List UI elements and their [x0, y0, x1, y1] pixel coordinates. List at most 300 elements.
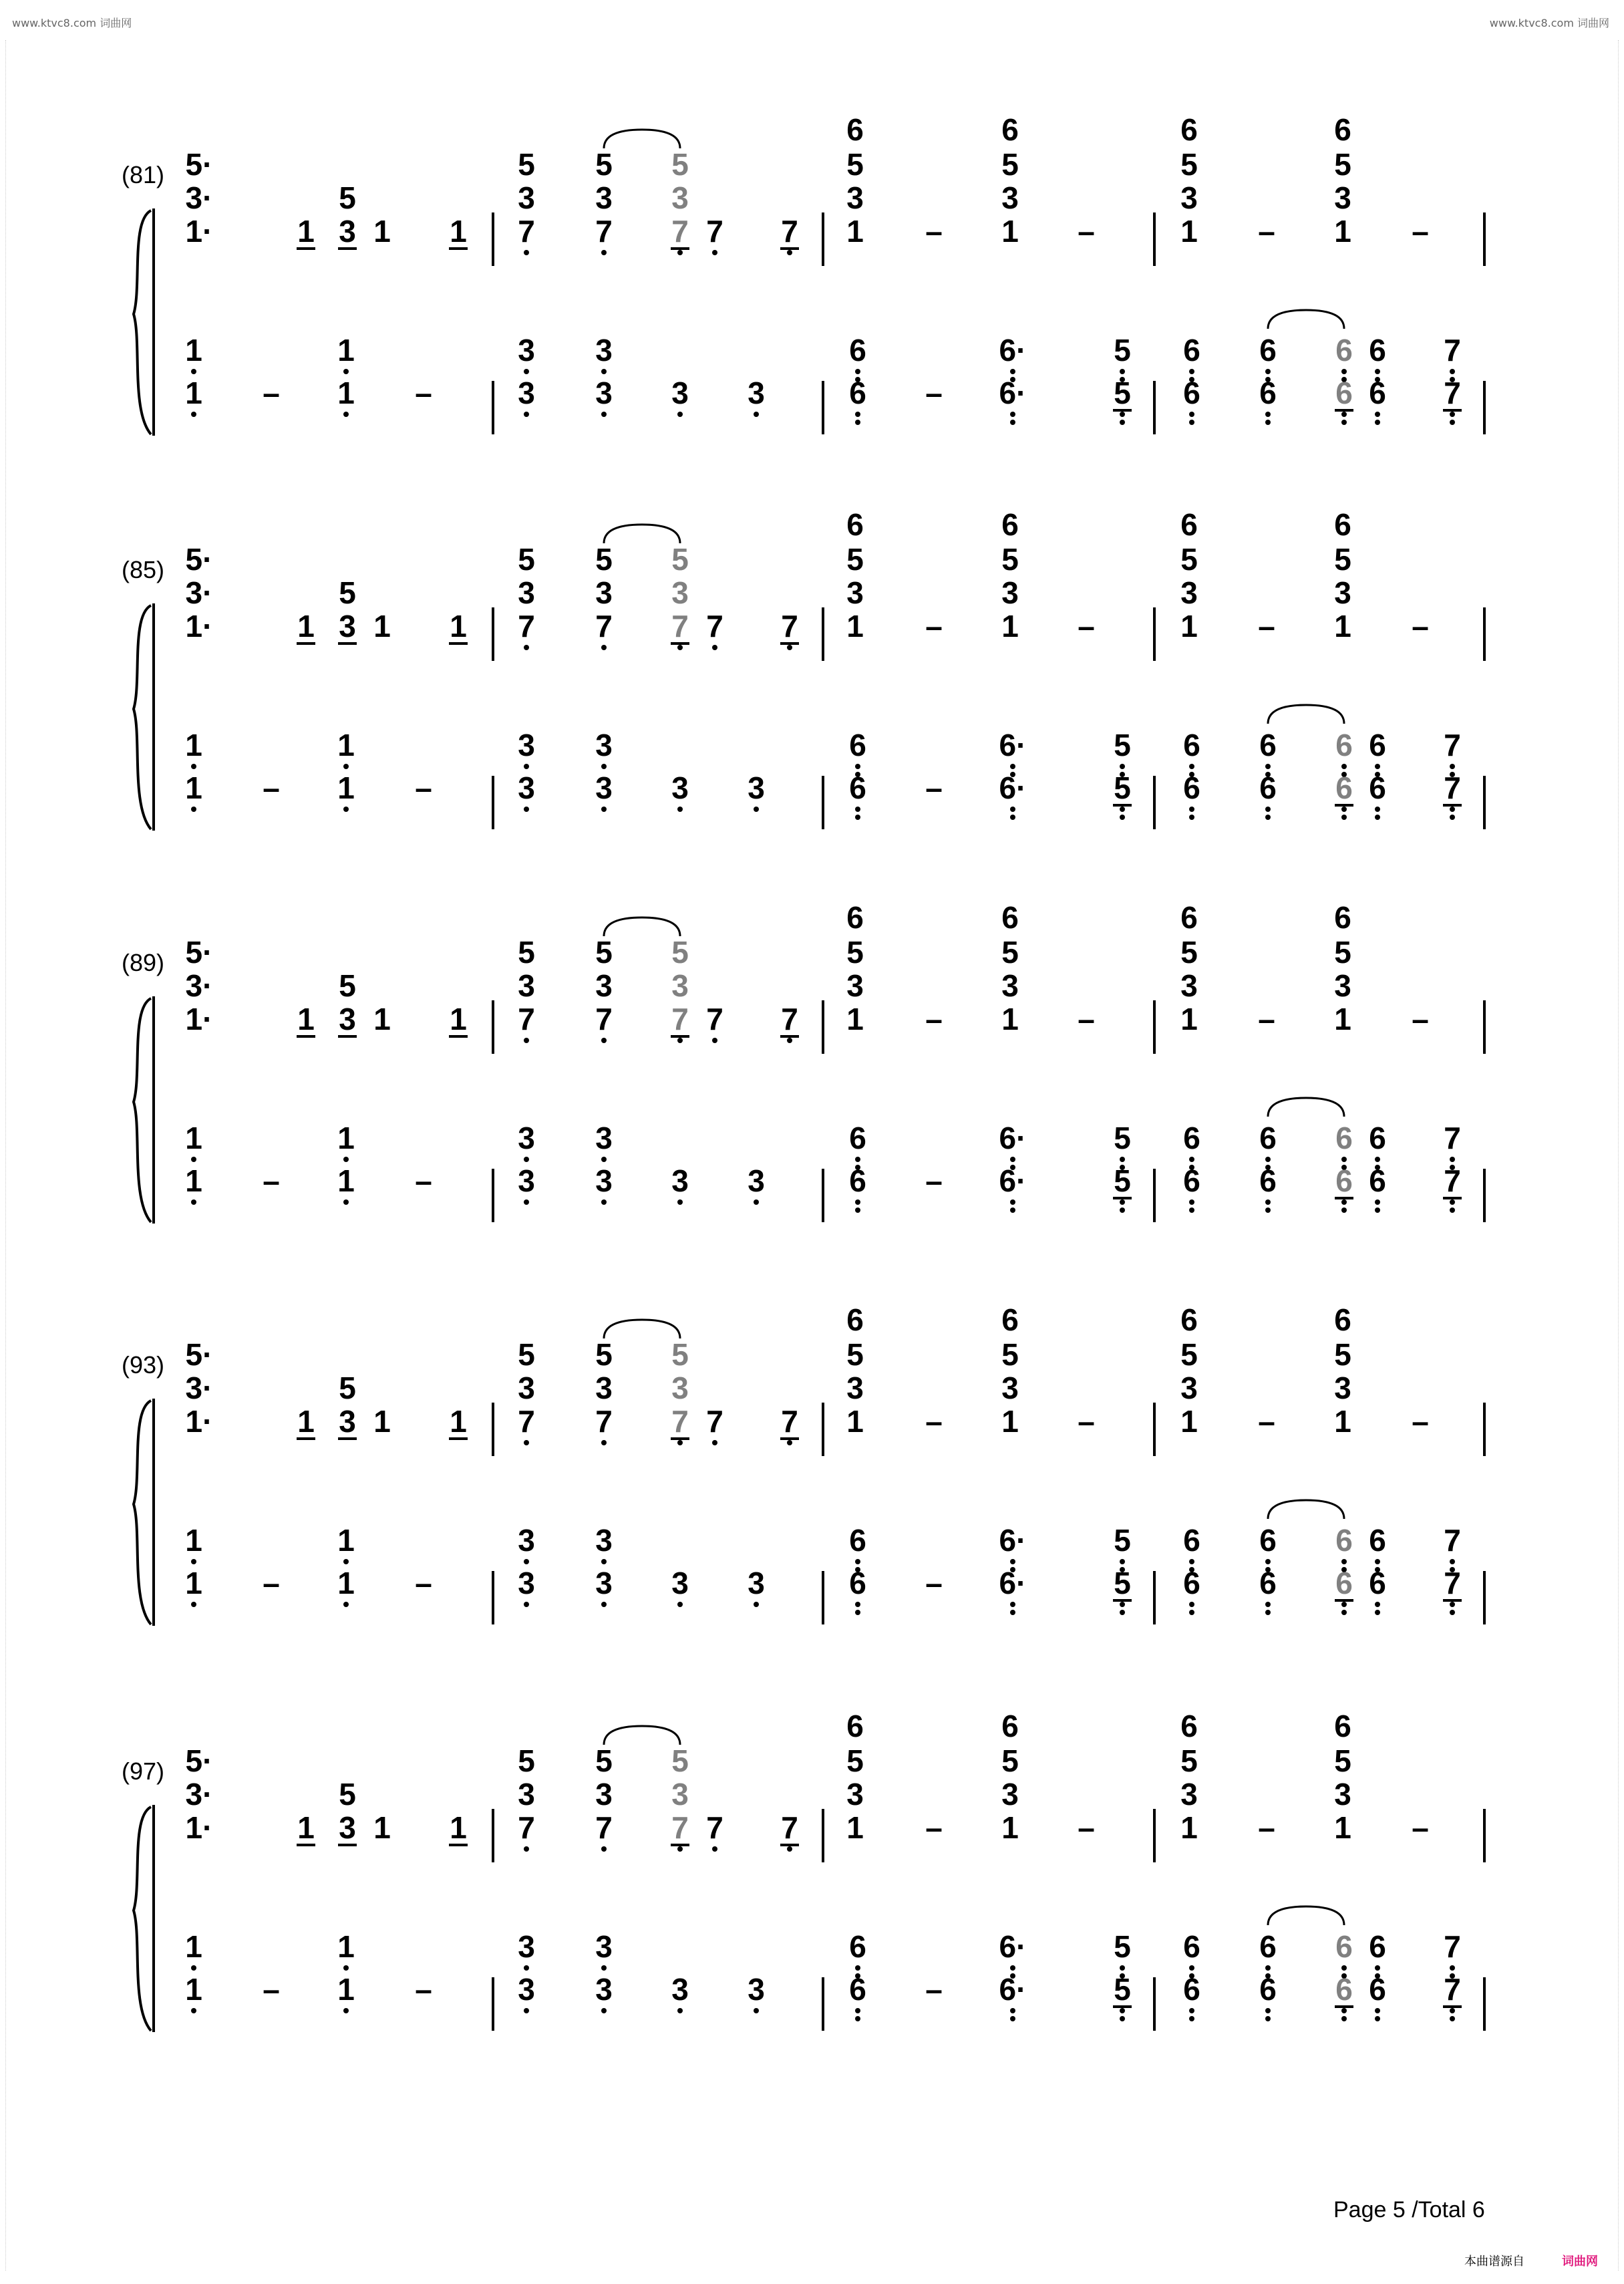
treble-note: 3	[671, 1777, 689, 1812]
bass-note: 6	[849, 376, 866, 410]
treble-note: 6	[1001, 1709, 1019, 1743]
octave-dot	[677, 2008, 683, 2013]
octave-dot	[1341, 1559, 1347, 1564]
octave-dot	[1189, 1157, 1194, 1162]
treble-note: 5·	[185, 542, 213, 577]
bass-note: 1	[337, 1163, 355, 1198]
treble-note: 5	[1001, 1337, 1019, 1372]
bass-note: 6	[1259, 1566, 1277, 1600]
octave-dot	[855, 1610, 860, 1615]
octave-dot	[191, 764, 196, 769]
octave-dot	[1341, 1965, 1347, 1971]
bass-note: 1	[337, 1566, 355, 1600]
measure-number: (97)	[122, 1757, 165, 1785]
treble-note: 5	[671, 1743, 689, 1778]
bass-note: 6	[1335, 1972, 1353, 2007]
octave-dot	[855, 2008, 860, 2013]
bass-note: 6·	[999, 376, 1027, 410]
bass-note: 7	[1444, 728, 1461, 762]
octave-dot	[1120, 1610, 1125, 1615]
octave-dot	[1265, 1610, 1271, 1615]
octave-dot	[1265, 2008, 1271, 2013]
octave-dot	[1120, 1199, 1125, 1205]
treble-note: 7	[781, 609, 798, 644]
octave-dot	[191, 1559, 196, 1564]
treble-note: 5	[595, 542, 613, 577]
octave-dot	[787, 1440, 792, 1445]
octave-dot	[1375, 815, 1380, 820]
treble-note: 1	[297, 1002, 315, 1036]
treble-note: 6	[1334, 507, 1351, 542]
bass-note: 6·	[999, 333, 1027, 368]
treble-note: 6	[1180, 900, 1198, 935]
octave-dot	[1450, 1602, 1455, 1607]
bass-note: –	[415, 376, 432, 410]
octave-dot	[754, 807, 759, 812]
bass-note: 6	[1335, 333, 1353, 368]
tie-arc	[604, 525, 680, 543]
bass-note: 6	[1259, 1972, 1277, 2007]
octave-dot	[1375, 1602, 1380, 1607]
treble-note: 6	[846, 507, 864, 542]
treble-note: 5	[595, 935, 613, 970]
bass-note: 6	[1259, 1929, 1277, 1964]
treble-note: 3	[671, 968, 689, 1003]
bass-note: 1	[337, 333, 355, 368]
bass-note: 3	[671, 1163, 689, 1198]
octave-dot	[787, 1846, 792, 1852]
bass-note: 3	[671, 1566, 689, 1600]
treble-note: 3	[1334, 1371, 1351, 1405]
treble-note: 6	[1001, 1302, 1019, 1337]
measure-number: (93)	[122, 1351, 165, 1379]
treble-note: 3	[1180, 1777, 1198, 1812]
treble-note: 1	[297, 1810, 315, 1845]
octave-dot	[1375, 1559, 1380, 1564]
octave-dot	[1120, 369, 1125, 374]
octave-dot	[677, 1199, 683, 1205]
treble-note: 5	[518, 542, 535, 577]
bass-note: 6	[849, 1566, 866, 1600]
bass-note: 1	[337, 1972, 355, 2007]
treble-note: 1	[1180, 1404, 1198, 1439]
bass-note: 6	[1369, 1929, 1386, 1964]
bass-note: 6·	[999, 1566, 1027, 1600]
treble-note: 3	[1180, 968, 1198, 1003]
octave-dot	[787, 1038, 792, 1043]
treble-note: 6	[1334, 900, 1351, 935]
bass-note: 1	[185, 1929, 202, 1964]
bass-note: –	[925, 1163, 943, 1198]
treble-note: –	[925, 1810, 943, 1845]
bass-note: –	[263, 1972, 280, 2007]
octave-dot	[343, 1602, 349, 1607]
treble-note: 3	[518, 1777, 535, 1812]
treble-note: 5	[846, 1337, 864, 1372]
octave-dot	[1265, 1199, 1271, 1205]
bass-note: 1	[185, 333, 202, 368]
bass-note: 6	[849, 770, 866, 805]
treble-note: 5	[671, 147, 689, 182]
octave-dot	[524, 807, 529, 812]
octave-dot	[1120, 1207, 1125, 1213]
octave-dot	[1450, 2016, 1455, 2021]
bass-note: 3	[518, 1929, 535, 1964]
octave-dot	[1189, 1965, 1194, 1971]
bass-note: 3	[748, 1163, 765, 1198]
octave-dot	[1189, 1207, 1194, 1213]
octave-dot	[1010, 1207, 1015, 1213]
bass-note: 3	[671, 1972, 689, 2007]
treble-note: 3	[518, 1371, 535, 1405]
octave-dot	[191, 1157, 196, 1162]
octave-dot	[855, 420, 860, 425]
bass-note: –	[925, 770, 943, 805]
octave-dot	[343, 1157, 349, 1162]
treble-note: 3	[1001, 575, 1019, 610]
bass-note: 5	[1114, 1566, 1131, 1600]
bass-note: 6	[849, 1163, 866, 1198]
octave-dot	[712, 645, 717, 650]
treble-note: 1	[1001, 1002, 1019, 1036]
treble-note: –	[1078, 1810, 1095, 1845]
octave-dot	[1265, 369, 1271, 374]
bass-note: 3	[595, 1163, 613, 1198]
octave-dot	[601, 807, 607, 812]
bass-note: 1	[185, 1523, 202, 1558]
bass-note: –	[263, 770, 280, 805]
octave-dot	[1375, 420, 1380, 425]
octave-dot	[1265, 815, 1271, 820]
octave-dot	[191, 412, 196, 417]
bass-note: 5	[1114, 1121, 1131, 1155]
octave-dot	[855, 815, 860, 820]
footer-credit: 本曲谱源自	[1464, 2255, 1524, 2269]
treble-note: 3	[595, 968, 613, 1003]
octave-dot	[677, 1440, 683, 1445]
treble-note: 3	[339, 1404, 356, 1439]
tie-arc	[1268, 310, 1344, 329]
treble-note: 1·	[185, 214, 213, 249]
treble-note: 7	[595, 609, 613, 644]
treble-note: 3	[595, 180, 613, 215]
octave-dot	[1450, 807, 1455, 812]
octave-dot	[677, 1846, 683, 1852]
treble-note: –	[1078, 1002, 1095, 1036]
octave-dot	[1265, 764, 1271, 769]
octave-dot	[1010, 807, 1015, 812]
treble-note: 1	[1001, 1404, 1019, 1439]
octave-dot	[677, 645, 683, 650]
octave-dot	[524, 1157, 529, 1162]
octave-dot	[855, 764, 860, 769]
bass-note: 6	[1369, 1163, 1386, 1198]
octave-dot	[1189, 815, 1194, 820]
treble-note: 7	[706, 1404, 723, 1439]
octave-dot	[1010, 1559, 1015, 1564]
bass-note: 6	[1335, 1566, 1353, 1600]
treble-note: 3	[339, 609, 356, 644]
bass-note: 1	[337, 1523, 355, 1558]
measure-number: (81)	[122, 161, 165, 188]
octave-dot	[1010, 412, 1015, 417]
treble-note: 5·	[185, 935, 213, 970]
octave-dot	[1010, 764, 1015, 769]
octave-dot	[855, 369, 860, 374]
treble-note: 5	[595, 147, 613, 182]
treble-note: 3	[1001, 180, 1019, 215]
octave-dot	[1341, 2008, 1347, 2013]
bass-note: 1	[185, 770, 202, 805]
bass-note: 1	[185, 376, 202, 410]
octave-dot	[1375, 807, 1380, 812]
octave-dot	[1375, 2016, 1380, 2021]
treble-note: 3	[339, 214, 356, 249]
treble-note: 7	[671, 609, 689, 644]
treble-note: –	[1078, 1404, 1095, 1439]
treble-note: 3	[1001, 1777, 1019, 1812]
bass-note: 3	[748, 1972, 765, 2007]
bass-note: 6	[1335, 1929, 1353, 1964]
treble-note: 3	[846, 968, 864, 1003]
treble-note: 3·	[185, 1777, 213, 1812]
treble-note: 5	[518, 147, 535, 182]
bass-note: 5	[1114, 333, 1131, 368]
treble-note: 3	[595, 575, 613, 610]
treble-note: 5	[671, 542, 689, 577]
treble-note: –	[1258, 1002, 1275, 1036]
bass-note: 6	[1183, 770, 1200, 805]
octave-dot	[524, 1602, 529, 1607]
treble-note: 5	[339, 968, 356, 1003]
treble-note: 5	[1180, 1337, 1198, 1372]
octave-dot	[1450, 369, 1455, 374]
octave-dot	[1120, 2016, 1125, 2021]
treble-note: 1	[450, 1404, 467, 1439]
page-indicator: Page 5 /Total 6	[1333, 2197, 1485, 2223]
bass-note: 3	[671, 770, 689, 805]
bass-note: 6·	[999, 1972, 1027, 2007]
treble-note: 3	[595, 1371, 613, 1405]
treble-note: 1	[846, 1002, 864, 1036]
treble-note: 5	[846, 542, 864, 577]
treble-note: –	[1258, 609, 1275, 644]
octave-dot	[1450, 764, 1455, 769]
octave-dot	[855, 807, 860, 812]
bass-note: 6	[1259, 770, 1277, 805]
treble-note: 5	[1001, 1743, 1019, 1778]
octave-dot	[1265, 2016, 1271, 2021]
bass-note: –	[415, 770, 432, 805]
octave-dot	[343, 1965, 349, 1971]
octave-dot	[1341, 1207, 1347, 1213]
system-2	[122, 507, 1484, 831]
octave-dot	[1189, 1199, 1194, 1205]
bass-note: 3	[595, 1523, 613, 1558]
system-4	[122, 1302, 1484, 1626]
system-5	[122, 1709, 1484, 2032]
treble-note: 5	[1001, 542, 1019, 577]
bass-note: 6	[1183, 1523, 1200, 1558]
bass-note: 1	[337, 1929, 355, 1964]
tie-arc	[604, 1726, 680, 1745]
octave-dot	[601, 369, 607, 374]
grand-staff-brace	[134, 1401, 151, 1624]
treble-note: 5	[339, 1777, 356, 1812]
treble-note: –	[925, 1002, 943, 1036]
treble-note: –	[1258, 1404, 1275, 1439]
header-site-right: www.ktvc8.com 词曲网	[1489, 17, 1609, 29]
treble-note: 5	[518, 1743, 535, 1778]
octave-dot	[343, 1559, 349, 1564]
octave-dot	[1450, 1559, 1455, 1564]
octave-dot	[524, 369, 529, 374]
treble-note: 5	[1334, 147, 1351, 182]
octave-dot	[1375, 764, 1380, 769]
treble-note: 1	[846, 1404, 864, 1439]
bass-note: 6·	[999, 1929, 1027, 1964]
octave-dot	[855, 1207, 860, 1213]
treble-note: –	[1258, 1810, 1275, 1845]
octave-dot	[1120, 1157, 1125, 1162]
treble-note: 1	[450, 1810, 467, 1845]
octave-dot	[1010, 420, 1015, 425]
octave-dot	[677, 250, 683, 255]
octave-dot	[1189, 2016, 1194, 2021]
bass-note: 6	[849, 1972, 866, 2007]
octave-dot	[1120, 807, 1125, 812]
bass-note: 6	[1335, 770, 1353, 805]
treble-note: 5·	[185, 1743, 213, 1778]
octave-dot	[1375, 1157, 1380, 1162]
octave-dot	[855, 1602, 860, 1607]
octave-dot	[1120, 1559, 1125, 1564]
octave-dot	[712, 1440, 717, 1445]
treble-note: 3	[339, 1810, 356, 1845]
treble-note: –	[925, 214, 943, 249]
treble-note: 6	[1334, 112, 1351, 147]
bass-note: –	[925, 376, 943, 410]
octave-dot	[1010, 2008, 1015, 2013]
octave-dot	[1120, 1602, 1125, 1607]
octave-dot	[601, 1038, 607, 1043]
bass-note: 3	[518, 1121, 535, 1155]
bass-note: –	[263, 376, 280, 410]
octave-dot	[343, 1199, 349, 1205]
treble-note: 6	[1001, 112, 1019, 147]
bass-note: 3	[518, 1163, 535, 1198]
octave-dot	[1341, 420, 1347, 425]
octave-dot	[343, 412, 349, 417]
bass-note: 1	[337, 376, 355, 410]
octave-dot	[601, 1440, 607, 1445]
treble-note: 5	[671, 935, 689, 970]
bass-note: 5	[1114, 728, 1131, 762]
bass-note: 3	[671, 376, 689, 410]
treble-note: 7	[518, 609, 535, 644]
treble-note: 3	[1334, 1777, 1351, 1812]
octave-dot	[343, 764, 349, 769]
octave-dot	[787, 645, 792, 650]
octave-dot	[601, 645, 607, 650]
bass-note: 3	[595, 770, 613, 805]
octave-dot	[1450, 815, 1455, 820]
bass-note: –	[263, 1566, 280, 1600]
treble-note: 3	[1334, 180, 1351, 215]
octave-dot	[524, 412, 529, 417]
bass-note: –	[925, 1566, 943, 1600]
octave-dot	[855, 412, 860, 417]
treble-note: 7	[781, 1404, 798, 1439]
bass-note: 7	[1444, 1121, 1461, 1155]
treble-note: 6	[1001, 900, 1019, 935]
treble-note: 7	[518, 1810, 535, 1845]
octave-dot	[1120, 420, 1125, 425]
treble-note: 5	[1001, 935, 1019, 970]
octave-dot	[191, 807, 196, 812]
treble-note: 1	[1180, 1810, 1198, 1845]
octave-dot	[855, 1965, 860, 1971]
bass-note: 6·	[999, 1121, 1027, 1155]
bass-note: 6	[1369, 1972, 1386, 2007]
octave-dot	[1375, 1610, 1380, 1615]
octave-dot	[1189, 412, 1194, 417]
bass-note: 6	[1369, 376, 1386, 410]
octave-dot	[1189, 369, 1194, 374]
bass-note: 6	[849, 1121, 866, 1155]
treble-note: 7	[518, 214, 535, 249]
octave-dot	[1189, 807, 1194, 812]
octave-dot	[343, 369, 349, 374]
bass-note: 6	[1259, 333, 1277, 368]
octave-dot	[601, 1602, 607, 1607]
octave-dot	[1189, 2008, 1194, 2013]
octave-dot	[1265, 1965, 1271, 1971]
bass-note: –	[415, 1163, 432, 1198]
bass-note: 3	[518, 333, 535, 368]
treble-note: 6	[1334, 1709, 1351, 1743]
bass-note: –	[925, 1972, 943, 2007]
grand-staff-brace	[134, 998, 151, 1222]
bass-note: 3	[518, 728, 535, 762]
treble-note: 6	[846, 900, 864, 935]
octave-dot	[191, 1602, 196, 1607]
octave-dot	[1341, 1157, 1347, 1162]
octave-dot	[1375, 412, 1380, 417]
treble-note: 1	[846, 214, 864, 249]
treble-note: 5	[1334, 542, 1351, 577]
bass-note: 6	[1183, 1163, 1200, 1198]
treble-note: 1	[450, 1002, 467, 1036]
treble-note: –	[1412, 609, 1429, 644]
octave-dot	[524, 645, 529, 650]
bass-note: 6	[1183, 1566, 1200, 1600]
octave-dot	[1120, 2008, 1125, 2013]
treble-note: 7	[671, 214, 689, 249]
octave-dot	[1265, 807, 1271, 812]
octave-dot	[787, 250, 792, 255]
tie-arc	[1268, 1500, 1344, 1519]
octave-dot	[677, 807, 683, 812]
bass-note: 3	[595, 1566, 613, 1600]
footer-site-logo: 词曲网	[1562, 2255, 1598, 2269]
octave-dot	[677, 1602, 683, 1607]
octave-dot	[601, 1157, 607, 1162]
treble-note: 6	[1180, 1709, 1198, 1743]
treble-note: 7	[781, 1810, 798, 1845]
octave-dot	[1010, 1157, 1015, 1162]
treble-note: 5	[339, 575, 356, 610]
